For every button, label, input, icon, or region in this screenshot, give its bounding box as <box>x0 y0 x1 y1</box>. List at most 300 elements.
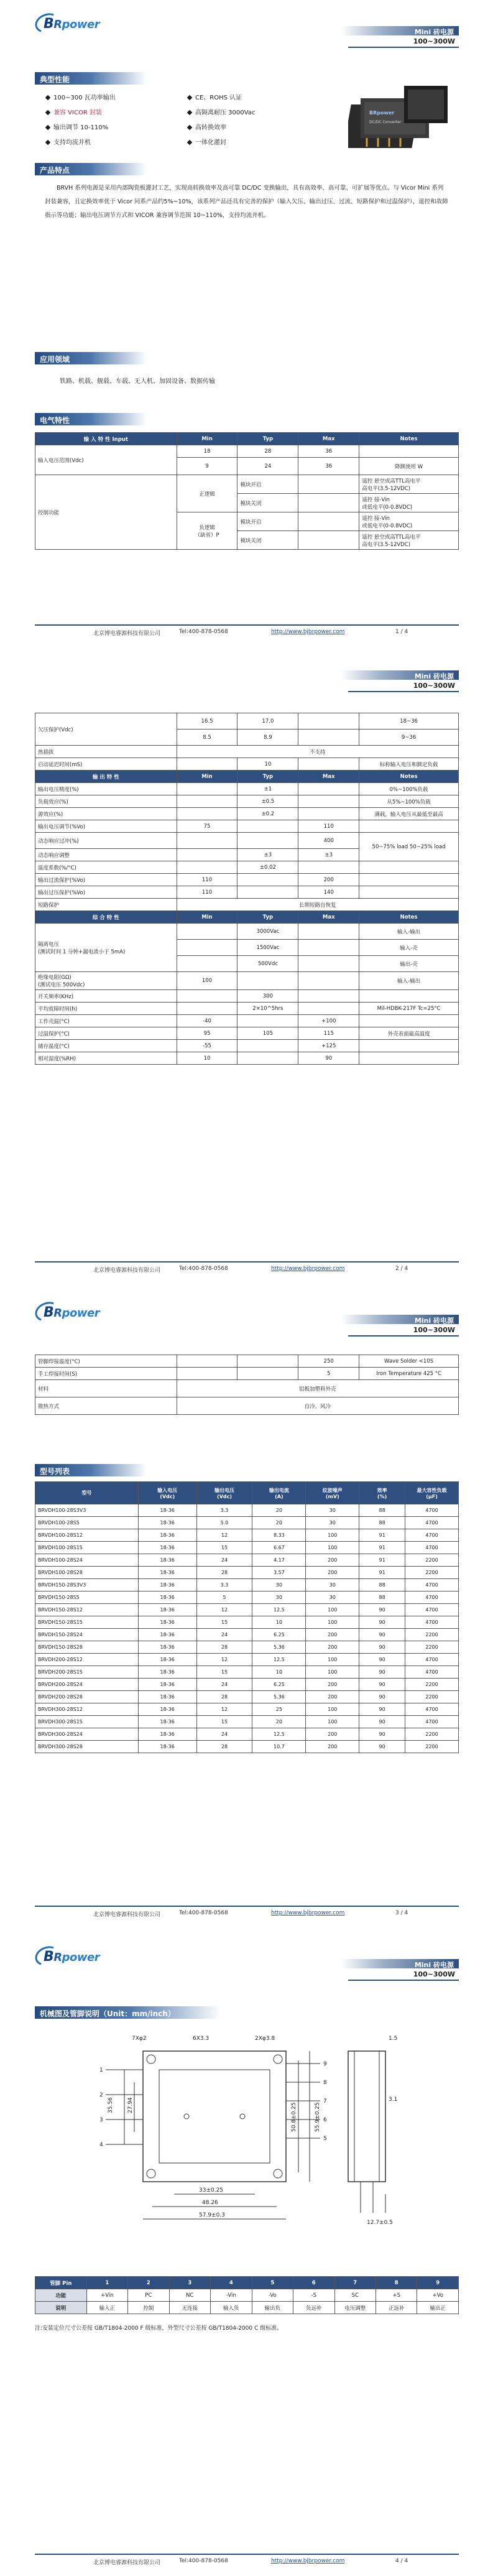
model-name-cell: BRVDH150-28S5 <box>35 1591 139 1604</box>
section-description: 产品特点 <box>35 163 147 175</box>
table-cell: 90 <box>359 1616 405 1629</box>
table-cell: 100 <box>306 1654 359 1666</box>
table-cell: 90 <box>359 1629 405 1641</box>
svg-text:DC/DC Converter: DC/DC Converter <box>369 120 402 124</box>
pin-table <box>35 2276 459 2314</box>
table-cell: 4700 <box>405 1666 459 1679</box>
table-cell: 2200 <box>405 1567 459 1579</box>
page-number: 2 / 4 <box>395 1266 408 1272</box>
table-row <box>35 1641 459 1654</box>
table-row: 1500Vac 输入-壳 <box>35 940 459 956</box>
pin-cell: 5 <box>252 2277 293 2289</box>
table-cell: 4700 <box>405 1504 459 1517</box>
dim-label: 6X3.3 <box>193 2036 210 2042</box>
table-row <box>35 1716 459 1728</box>
table-cell: 200 <box>306 1629 359 1641</box>
table-cell: 100 <box>306 1703 359 1716</box>
table-cell: 90 <box>359 1641 405 1654</box>
page-header <box>0 1289 493 1351</box>
table-cell: 88 <box>359 1517 405 1529</box>
table-cell: 18-36 <box>138 1641 196 1654</box>
table-row: 平均故障时间(h) 2×10^5hrs Mil-HDBK-217F Tc=25°C <box>35 1003 459 1015</box>
svg-text:5: 5 <box>323 2136 327 2142</box>
table-cell: 12 <box>196 1703 252 1716</box>
header-title: Mini 砖电源 <box>414 28 454 36</box>
table-cell: 15 <box>196 1542 252 1554</box>
table-cell: 2200 <box>405 1741 459 1753</box>
table-cell: 3.57 <box>252 1567 306 1579</box>
table-cell: 4700 <box>405 1542 459 1554</box>
table-row <box>35 1654 459 1666</box>
table-cell: 4700 <box>405 1654 459 1666</box>
dim-label: 48.26 <box>202 2200 218 2206</box>
website-link[interactable]: http://www.bjbrpower.com <box>271 1266 345 1272</box>
table-row <box>35 1567 459 1579</box>
table-row: 手工焊接时间(S) 5 Iron Temperature 425 °C <box>35 1368 459 1380</box>
input-spec-table <box>35 432 459 550</box>
pin-cell: 6 <box>293 2277 334 2289</box>
bullet-icon <box>45 95 50 100</box>
table-row: 控制功能 正逻辑 模块开启 遥控 悬空或高TTL高电平 高电平(3.5-12VDC) <box>35 475 459 494</box>
table-cell: 2200 <box>405 1641 459 1654</box>
table-cell: 30 <box>306 1517 359 1529</box>
table-cell: 10 <box>252 1616 306 1629</box>
table-cell: 88 <box>359 1591 405 1604</box>
table-cell: 30 <box>252 1579 306 1591</box>
feature-item: 兼容 VICOR 封装 <box>46 107 102 116</box>
dim-label: 1.5 <box>389 2036 398 2042</box>
table-cell: 18-36 <box>138 1591 196 1604</box>
page-3 <box>0 1289 493 1929</box>
model-list-table <box>35 1481 459 1753</box>
model-name-cell: BRVDH100-28S15 <box>35 1542 139 1554</box>
table-row: 动态响应调整 ±3 ±3 <box>35 849 459 861</box>
model-name-cell: BRVDH300-28S24 <box>35 1728 139 1741</box>
page-footer: 北京博电睿源科技有限公司 Tel:400-878-0568 http://www.bjbrpower.com 4 / 4 <box>35 2554 459 2567</box>
table-cell: 2200 <box>405 1691 459 1703</box>
table-row <box>35 1629 459 1641</box>
svg-text:1: 1 <box>99 2067 103 2073</box>
table-cell: 30 <box>252 1591 306 1604</box>
table-cell: 90 <box>359 1691 405 1703</box>
pin-cell: -Vin <box>211 2289 252 2302</box>
svg-text:3: 3 <box>99 2117 103 2123</box>
pin-cell: 无连接 <box>169 2302 210 2314</box>
table-cell: 18-36 <box>138 1691 196 1703</box>
table-cell: 10 <box>252 1666 306 1679</box>
pin-cell: 输入负 <box>211 2302 252 2314</box>
table-cell: 6.25 <box>252 1679 306 1691</box>
table-row: 储存温度(°C) -55 +125 <box>35 1040 459 1052</box>
table-cell: 100 <box>306 1542 359 1554</box>
model-name-cell: BRVDH200-28S12 <box>35 1654 139 1666</box>
company-logo: BRpower <box>35 1300 102 1323</box>
title-bar: Mini 砖电源 <box>341 670 459 680</box>
table-cell: 20 <box>252 1504 306 1517</box>
table-cell: 4700 <box>405 1616 459 1629</box>
feature-item: 输出调节 10-110% <box>46 122 108 131</box>
pin-cell: PC <box>128 2289 169 2302</box>
pin-cell: 1 <box>86 2277 127 2289</box>
pin-cell: 2 <box>128 2277 169 2289</box>
feature-item: 一体化灌封 <box>188 137 226 146</box>
dim-label: 3.1 <box>389 2096 398 2103</box>
table-row: 500Vdc 输出-壳 <box>35 956 459 972</box>
table-row: 输出电压精度(%) ±1 0%~100%负载 <box>35 783 459 795</box>
header-subtitle: 100~300W <box>348 1970 459 1981</box>
table-cell: 88 <box>359 1579 405 1591</box>
table-cell: 200 <box>306 1567 359 1579</box>
pin-cell: 电压调整 <box>334 2302 376 2314</box>
table-row: 9 24 36 降额使用 W <box>35 458 459 475</box>
mechanical-drawing <box>75 2026 448 2244</box>
table-cell: 18-36 <box>138 1741 196 1753</box>
table-cell: 18-36 <box>138 1529 196 1542</box>
table-cell: 91 <box>359 1554 405 1567</box>
model-name-cell: BRVDH150-28S28 <box>35 1641 139 1654</box>
bullet-icon <box>187 95 192 100</box>
table-cell: 5.36 <box>252 1641 306 1654</box>
model-name-cell: BRVDH100-28S5 <box>35 1517 139 1529</box>
table-row <box>35 1691 459 1703</box>
table-row <box>35 1517 459 1529</box>
product-photo <box>348 86 454 154</box>
header-subtitle: 100~300W <box>348 37 459 48</box>
page-footer: 北京博电睿源科技有限公司 Tel:400-878-0568 http://www.bjbrpower.com 2 / 4 <box>35 1261 459 1275</box>
pin-note: 注:安装定位尺寸公差按 GB/T1804-2000 F 级标准，外型尺寸公差按 GB/T1804-2000 C 级标准。 <box>35 2325 283 2332</box>
dim-label: 35.56 <box>108 2097 114 2113</box>
table-row: 管脚焊接温度(°C) 250 Wave Solder <10S <box>35 1355 459 1368</box>
table-row: 工作壳温(°C) -40 +100 <box>35 1015 459 1027</box>
table-cell: 18-36 <box>138 1554 196 1567</box>
table-cell: 12.5 <box>252 1604 306 1616</box>
page-footer: 北京博电睿源科技有限公司 Tel:400-878-0568 http://www.bjbrpower.com 3 / 4 <box>35 1906 459 1919</box>
model-name-cell: BRVDH100-28S12 <box>35 1529 139 1542</box>
table-cell: 4.17 <box>252 1554 306 1567</box>
bullet-icon <box>187 140 192 145</box>
page-4 <box>0 1933 493 2576</box>
table-cell: 90 <box>359 1741 405 1753</box>
pin-cell: 8 <box>376 2277 417 2289</box>
table-cell: 200 <box>306 1691 359 1703</box>
pin-cell: 负远补 <box>293 2302 334 2314</box>
table-row: 源效应(%) ±0.2 满载，输入电压从最低至最高 <box>35 808 459 820</box>
pin-cell: +Vo <box>417 2289 459 2302</box>
model-name-cell: BRVDH150-28S12 <box>35 1604 139 1616</box>
pin-cell: -S <box>293 2289 334 2302</box>
model-name-cell: BRVDH150-28S15 <box>35 1616 139 1629</box>
page-header <box>0 1933 493 1995</box>
feature-item: 高隔离耐压 3000Vac <box>188 107 255 116</box>
page-footer: 北京博电睿源科技有限公司 Tel:400-878-0568 http://www.bjbrpower.com 1 / 4 <box>35 624 459 638</box>
page-header <box>0 0 493 62</box>
feature-item: CE、ROHS 认证 <box>188 92 242 101</box>
table-row: 开关频率(KHz) 300 <box>35 990 459 1003</box>
table-cell: 100 <box>306 1666 359 1679</box>
company-logo: BRpower <box>35 1944 102 1968</box>
table-row <box>35 1579 459 1591</box>
table-cell: 6.25 <box>252 1629 306 1641</box>
pin-cell: +S <box>376 2289 417 2302</box>
table-cell: 18-36 <box>138 1517 196 1529</box>
table-row: 散热方式 自冷、风冷 <box>35 1397 459 1415</box>
section-features: 典型性能 <box>35 72 147 85</box>
dim-label: 2Xφ3.8 <box>255 2036 275 2042</box>
table-row: 负载效应(%) ±0.5 从5%~100%负载 <box>35 795 459 808</box>
table-row <box>35 2289 459 2302</box>
table-cell: 18-36 <box>138 1604 196 1616</box>
table-header-row <box>35 2277 459 2289</box>
pin-cell: 正远补 <box>376 2302 417 2314</box>
model-name-cell: BRVDH300-28S15 <box>35 1716 139 1728</box>
svg-text:2: 2 <box>99 2092 103 2098</box>
table-row: 模块关闭 遥控 接-Vin 或低电平(0-0.8VDC) <box>35 494 459 512</box>
table-cell: 4700 <box>405 1579 459 1591</box>
header-subtitle: 100~300W <box>348 682 459 692</box>
table-cell: 18-36 <box>138 1616 196 1629</box>
table-cell: 24 <box>196 1554 252 1567</box>
table-cell: 200 <box>306 1741 359 1753</box>
website-link[interactable]: http://www.bjbrpower.com <box>271 1910 345 1916</box>
table-cell: 18-36 <box>138 1629 196 1641</box>
table-cell: 90 <box>359 1679 405 1691</box>
table-cell: 20 <box>252 1517 306 1529</box>
table-cell: 18-36 <box>138 1666 196 1679</box>
table-cell: 100 <box>306 1529 359 1542</box>
svg-text:8: 8 <box>323 2080 327 2086</box>
table-cell: 20 <box>252 1716 306 1728</box>
table-row <box>35 1504 459 1517</box>
svg-text:9: 9 <box>323 2061 327 2067</box>
table-cell: 90 <box>359 1716 405 1728</box>
page-number: 4 / 4 <box>395 2558 408 2564</box>
table-cell: 30 <box>306 1591 359 1604</box>
table-cell: 3.3 <box>196 1504 252 1517</box>
protection-spec-table <box>35 713 459 1065</box>
website-link[interactable]: http://www.bjbrpower.com <box>271 2558 345 2564</box>
dim-label: 27.94 <box>127 2097 134 2113</box>
table-cell: 4700 <box>405 1703 459 1716</box>
title-bar: Mini 砖电源 <box>341 1315 459 1324</box>
page-header <box>0 644 493 707</box>
table-cell: 2200 <box>405 1728 459 1741</box>
dim-label: 7Xφ2 <box>132 2036 147 2042</box>
table-cell: 3.3 <box>196 1579 252 1591</box>
pin-cell: 控制 <box>128 2302 169 2314</box>
solder-spec-table <box>35 1355 459 1415</box>
table-cell: 18-36 <box>138 1567 196 1579</box>
model-name-cell: BRVDH300-28S28 <box>35 1741 139 1753</box>
table-cell: 24 <box>196 1629 252 1641</box>
pin-cell: 输入正 <box>86 2302 127 2314</box>
table-cell: 12.5 <box>252 1654 306 1666</box>
page-2 <box>0 644 493 1285</box>
section-applications: 应用领域 <box>35 352 147 364</box>
pin-cell: 输出正 <box>417 2302 459 2314</box>
feature-item: 支持均流并机 <box>46 137 91 146</box>
table-cell: 8.33 <box>252 1529 306 1542</box>
table-row: 动态响应过冲(%) 400 50~75% load 50~25% load <box>35 833 459 849</box>
section-models: 型号列表 <box>35 1464 147 1476</box>
pin-cell: 输出负 <box>252 2302 293 2314</box>
table-row: 材料 铝板加塑料外壳 <box>35 1380 459 1397</box>
table-cell: 12.5 <box>252 1728 306 1741</box>
table-header-row: 输 入 特 性 Input Min Typ Max Notes <box>35 433 459 445</box>
model-name-cell: BRVDH300-28S12 <box>35 1703 139 1716</box>
table-row <box>35 1604 459 1616</box>
table-cell: 90 <box>359 1654 405 1666</box>
table-cell: 91 <box>359 1567 405 1579</box>
bullet-icon <box>45 140 50 145</box>
intro-paragraph: BRVH 系列电源是采用内部陶瓷板灌封工艺，实现高转换效率及高可靠 DC/DC 变换输出，具有高效率、高可靠、可扩展等优点。与 Vicor Mini 系列封装兼容，且定换效率优于 Vicor 同系产品约5%~10%，该系列产品还具有完善的保护（输入欠压、输出过压、过流、短路保护和过温保护），遥控和故障指示等功能；输出电压调节方式和 VICOR 兼容调节范围 10~110%，支持均流并机。 <box>45 185 448 219</box>
table-cell: 90 <box>359 1604 405 1616</box>
table-cell: 24 <box>196 1728 252 1741</box>
table-cell: 18-36 <box>138 1716 196 1728</box>
table-cell: 200 <box>306 1679 359 1691</box>
table-cell: 4700 <box>405 1529 459 1542</box>
table-row: 相对湿度(%RH) 10 90 <box>35 1052 459 1065</box>
table-cell: 100 <box>306 1716 359 1728</box>
table-cell: 200 <box>306 1728 359 1741</box>
table-cell: 12 <box>196 1654 252 1666</box>
table-header-row: 输 出 特 性 Min Typ Max Notes <box>35 771 459 783</box>
bullet-icon <box>45 125 50 130</box>
table-cell: 15 <box>196 1616 252 1629</box>
feature-item: 高转换效率 <box>188 122 226 131</box>
table-cell: 10.7 <box>252 1741 306 1753</box>
table-row: 过温保护(°C) 95 105 115 外壳表面最高温度 <box>35 1027 459 1040</box>
table-cell: 28 <box>196 1691 252 1703</box>
table-cell: 5.0 <box>196 1517 252 1529</box>
table-cell: 6.67 <box>252 1542 306 1554</box>
table-cell: 25 <box>252 1703 306 1716</box>
model-name-cell: BRVDH150-28S3V3 <box>35 1579 139 1591</box>
table-cell: 12 <box>196 1529 252 1542</box>
table-row <box>35 1616 459 1629</box>
page-1 <box>0 0 493 641</box>
table-cell: 2200 <box>405 1679 459 1691</box>
table-cell: 4700 <box>405 1517 459 1529</box>
table-row: 输入电压范围(Vdc) 18 28 36 <box>35 445 459 458</box>
svg-text:BRpower: BRpower <box>369 110 395 116</box>
table-cell: 91 <box>359 1542 405 1554</box>
table-cell: 12 <box>196 1604 252 1616</box>
table-cell: 15 <box>196 1666 252 1679</box>
table-row: 启动延迟时间(mS) 10 标称输入电压和额定负载 <box>35 758 459 771</box>
model-name-cell: BRVDH200-28S28 <box>35 1691 139 1703</box>
table-cell: 4700 <box>405 1591 459 1604</box>
dim-label: 12.7±0.5 <box>367 2220 393 2226</box>
table-row <box>35 1741 459 1753</box>
model-name-cell: BRVDH100-28S3V3 <box>35 1504 139 1517</box>
table-cell: 2200 <box>405 1554 459 1567</box>
header-subtitle: 100~300W <box>348 1326 459 1337</box>
pin-cell: -Vo <box>252 2289 293 2302</box>
table-row: 输出过压保护(%Vo) 110 140 <box>35 886 459 899</box>
table-cell: 88 <box>359 1504 405 1517</box>
dim-label: 33±0.25 <box>199 2187 224 2194</box>
table-cell: 90 <box>359 1703 405 1716</box>
table-cell: 24 <box>196 1679 252 1691</box>
bullet-icon <box>187 110 192 115</box>
model-name-cell: BRVDH200-28S24 <box>35 1679 139 1691</box>
pin-cell: 9 <box>417 2277 459 2289</box>
table-header-row: 型号 输入电压 (Vdc) 输出电压 (Vdc) 输出电流 (A) 纹波噪声 (mV) 效率 (%) 最大容性负载 (μF) <box>35 1482 459 1504</box>
page-number: 3 / 4 <box>395 1910 408 1916</box>
table-cell: 4700 <box>405 1716 459 1728</box>
table-cell: 18-36 <box>138 1679 196 1691</box>
table-row: 负逻辑 （缺省）P 模块开启 遥控 接-Vin 或低电平(0-0.8VDC) <box>35 512 459 531</box>
table-row <box>35 1703 459 1716</box>
feature-item: 100~300 瓦功率输出 <box>46 92 116 101</box>
table-row <box>35 1554 459 1567</box>
table-cell: 4700 <box>405 1604 459 1616</box>
dim-label: 57.9±0.3 <box>199 2212 225 2218</box>
table-row <box>35 1542 459 1554</box>
pin-cell: 7 <box>334 2277 376 2289</box>
table-cell: 5 <box>196 1591 252 1604</box>
model-name-cell: BRVDH150-28S24 <box>35 1629 139 1641</box>
table-row: 模块关闭 遥控 悬空或高TTL高电平 高电平(3.5-12VDC) <box>35 531 459 550</box>
svg-text:6: 6 <box>323 2117 327 2123</box>
table-cell: 200 <box>306 1554 359 1567</box>
table-cell: 18-36 <box>138 1542 196 1554</box>
dim-label: 55.9±0.25 <box>315 2102 321 2132</box>
table-row: 短路保护 长期短路自恢复 <box>35 899 459 911</box>
svg-text:7: 7 <box>323 2098 327 2105</box>
table-cell: 2200 <box>405 1629 459 1641</box>
table-cell: 200 <box>306 1641 359 1654</box>
title-bar <box>341 26 459 35</box>
table-cell: 100 <box>306 1604 359 1616</box>
table-cell: 30 <box>306 1579 359 1591</box>
table-row <box>35 1679 459 1691</box>
section-mechanical: 机械图及管脚说明（Unit：mm/inch） <box>35 2006 221 2019</box>
table-cell: 30 <box>306 1504 359 1517</box>
bullet-icon <box>187 125 192 130</box>
table-cell: 28 <box>196 1641 252 1654</box>
table-row <box>35 1591 459 1604</box>
table-cell: 18-36 <box>138 1654 196 1666</box>
pin-cell: SC <box>334 2289 376 2302</box>
table-row <box>35 1529 459 1542</box>
table-row: 隔离电压 (测试时间 1 分钟+漏电流小于 5mA) 3000Vac 输入-输出 <box>35 924 459 940</box>
pin-cell: 功能 <box>35 2289 87 2302</box>
table-cell: 18-36 <box>138 1579 196 1591</box>
website-link[interactable]: http://www.bjbrpower.com <box>271 629 345 635</box>
pin-cell: 说明 <box>35 2302 87 2314</box>
table-cell: 28 <box>196 1741 252 1753</box>
table-row: 8.5 8.9 9~36 <box>35 730 459 746</box>
table-cell: 18-36 <box>138 1728 196 1741</box>
pin-cell: NC <box>169 2289 210 2302</box>
pin-cell: +Vin <box>86 2289 127 2302</box>
table-row: 温度系数(%/°C) ±0.02 <box>35 861 459 874</box>
table-cell: 5.36 <box>252 1691 306 1703</box>
table-row <box>35 1666 459 1679</box>
table-cell: 28 <box>196 1567 252 1579</box>
section-electrical: 电气特性 <box>35 413 147 425</box>
table-cell: 15 <box>196 1716 252 1728</box>
model-name-cell: BRVDH100-28S28 <box>35 1567 139 1579</box>
model-name-cell: BRVDH200-28S15 <box>35 1666 139 1679</box>
company-logo: BRpower <box>35 11 102 35</box>
table-row <box>35 2302 459 2314</box>
pin-cell: 3 <box>169 2277 210 2289</box>
title-bar: Mini 砖电源 <box>341 1959 459 1968</box>
svg-text:4: 4 <box>99 2142 103 2148</box>
pin-cell: 管脚 Pin <box>35 2277 87 2289</box>
